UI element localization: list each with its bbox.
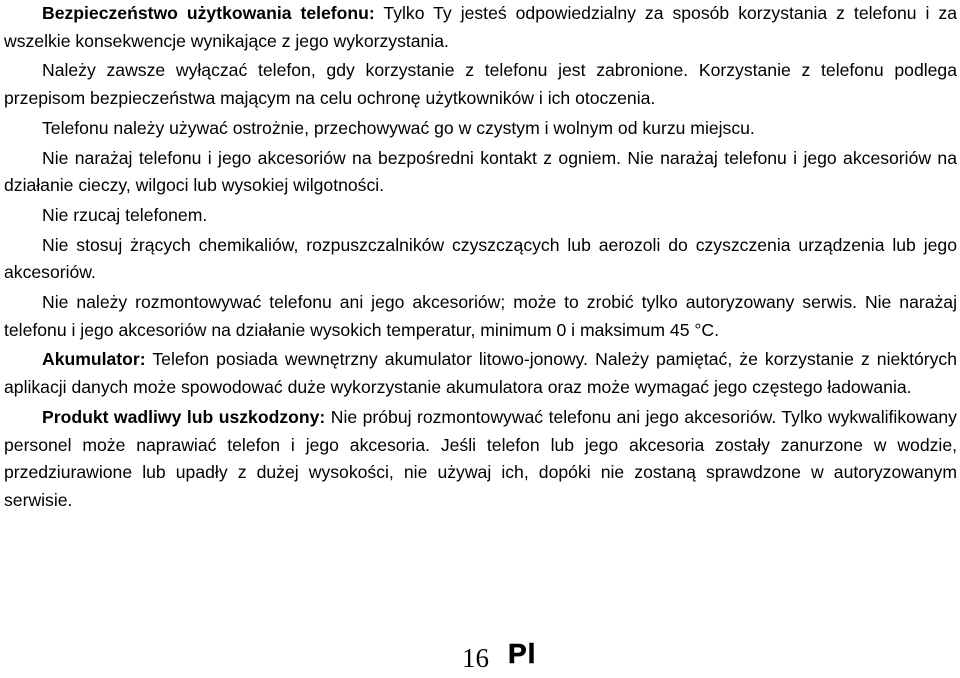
paragraph-text: Tylko Ty jesteś odpowiedzialny za sposób korzystania z telefonu i za wszelkie konsekwencje wynikające z jego wykorzystania. — [4, 3, 957, 51]
paragraph-text: Telefonu należy używać ostrożnie, przechowywać go w czystym i wolnym od kurzu miejscu. — [42, 117, 755, 138]
paragraph-heading: Bezpieczeństwo użytkowania telefonu: — [42, 3, 375, 23]
paragraph-fire-liquids — [4, 145, 957, 200]
paragraph-text: Nie rzucaj telefonem. — [42, 204, 208, 225]
paragraph-defective-product — [4, 404, 957, 515]
document-body — [4, 0, 957, 515]
paragraph-switch-off — [4, 57, 957, 112]
paragraph-text: Nie stosuj żrących chemikaliów, rozpuszczalników czyszczących lub aerozoli do czyszczenia urządzenia lub jego akcesoriów. — [4, 234, 957, 283]
page-number: 16 — [462, 643, 489, 673]
page-footer — [0, 638, 960, 678]
paragraph-battery — [4, 346, 957, 401]
paragraph-text: Nie próbuj rozmontowywać telefonu ani jego akcesoriów. Tylko wykwalifikowany personel może naprawiać telefon i jego akcesoria. Jeśli telefon lub jego akcesoria zostały zanurzone w wodzie, przedziurawione lub upadły z dużej wysokości, nie używaj ich, dopóki nie zostaną sprawdzone w autoryzowanym serwisie. — [4, 406, 957, 510]
paragraph-text: Nie należy rozmontowywać telefonu ani jego akcesoriów; może to zrobić tylko autoryzowany serwis. Nie narażaj telefonu i jego akcesoriów na działanie wysokich temperatur, minimum 0 i maksimum 45 °C. — [4, 292, 957, 340]
paragraph-heading: Produkt wadliwy lub uszkodzony: — [42, 406, 326, 427]
paragraph-do-not-throw — [4, 202, 957, 230]
paragraph-chemicals — [4, 232, 957, 287]
paragraph-heading: Akumulator: — [42, 349, 146, 370]
language-code-badge: Pl — [508, 638, 537, 669]
paragraph-text: Nie narażaj telefonu i jego akcesoriów na bezpośredni kontakt z ogniem. Nie narażaj telefonu i jego akcesoriów na działanie cieczy, wilgoci lub wysokiej wilgotności. — [4, 147, 957, 196]
paragraph-careful-use — [4, 115, 957, 143]
paragraph-text: Należy zawsze wyłączać telefon, gdy korzystanie z telefonu jest zabronione. Korzystanie z telefonu podlega przepisom bezpieczeństwa mającym na celu ochronę użytkowników i ich otoczenia. — [4, 60, 957, 109]
paragraph-text: Telefon posiada wewnętrzny akumulator litowo-jonowy. Należy pamiętać, że korzystanie z niektórych aplikacji danych może spowodować duże wykorzystanie akumulatora oraz może wymagać jego częstego ładowania. — [4, 349, 957, 398]
paragraph-disassembly-temperature — [4, 289, 957, 344]
paragraph-phone-safety — [4, 0, 957, 55]
